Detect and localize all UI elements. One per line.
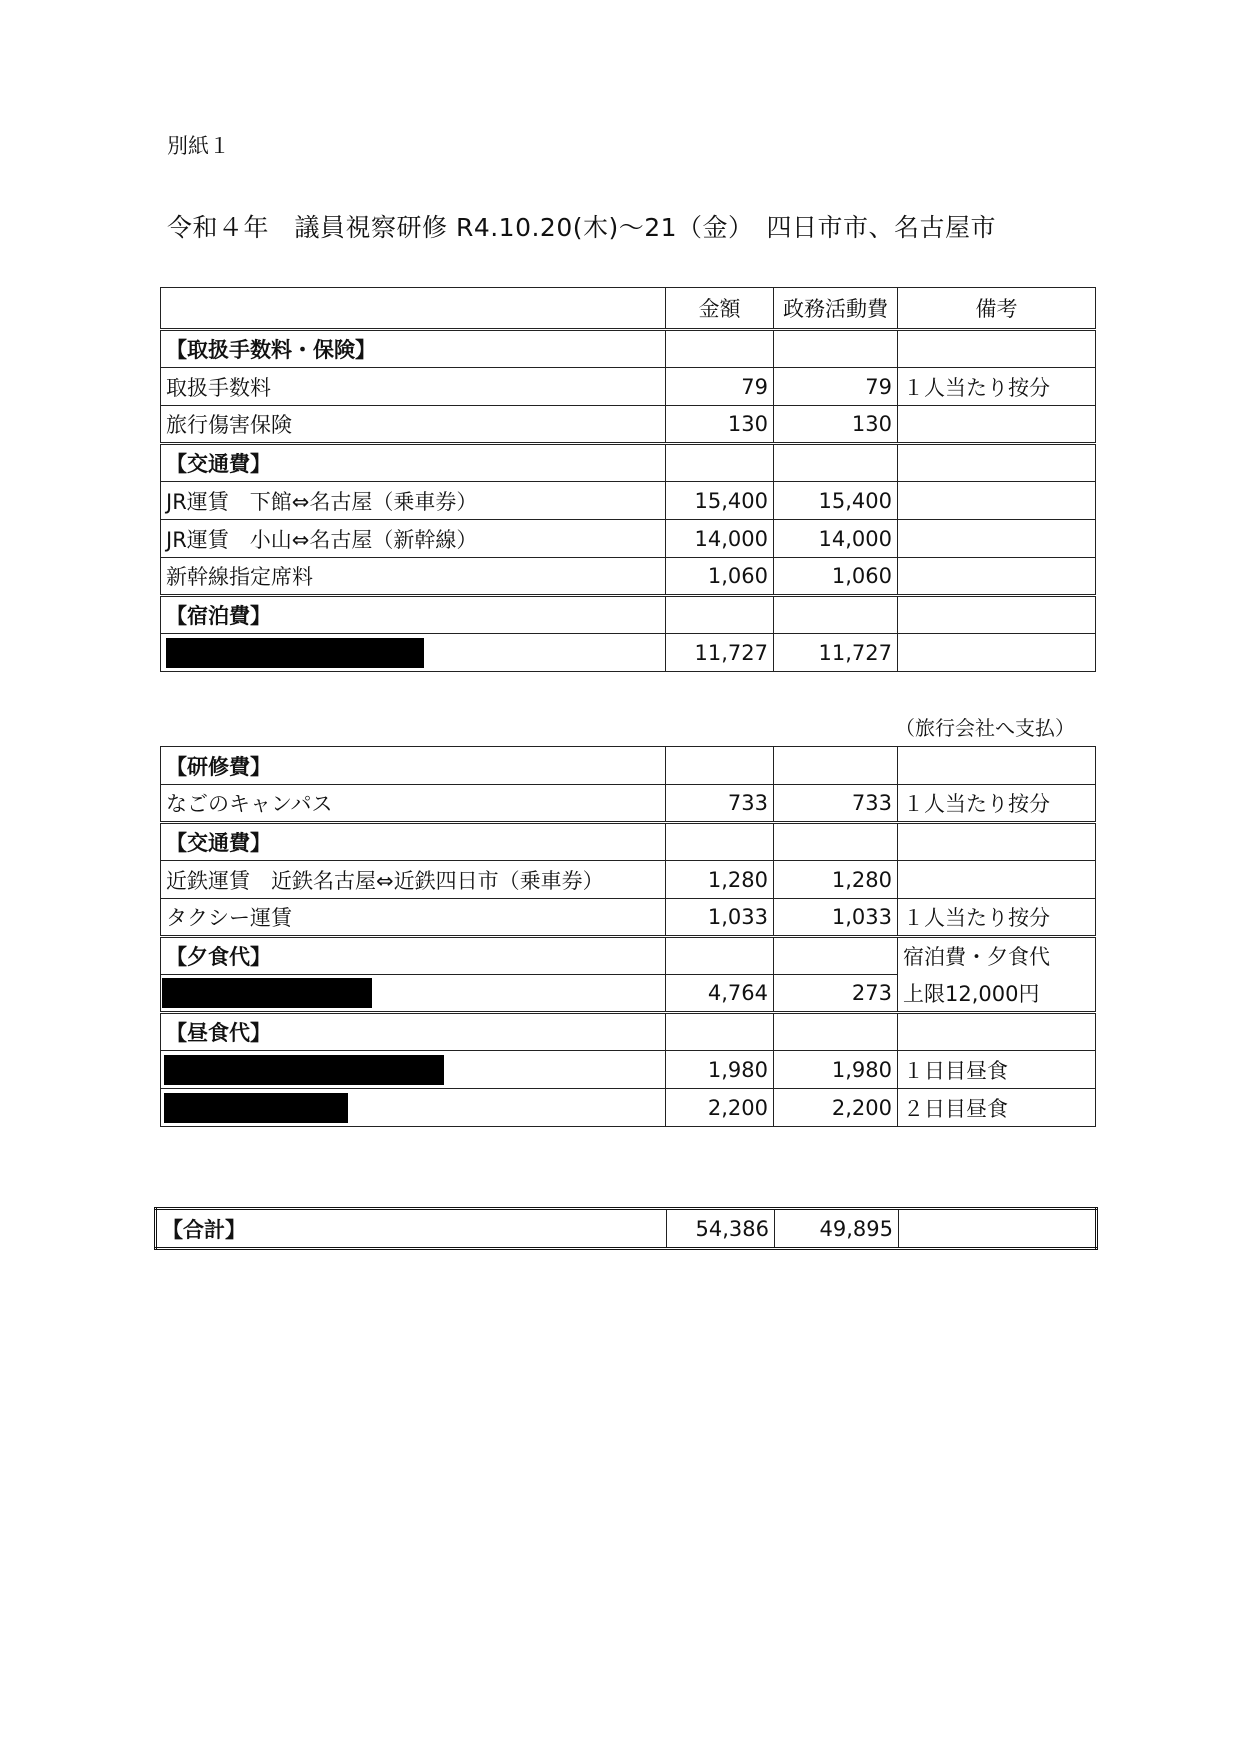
table-header-row — [161, 288, 1096, 330]
remarks-cell — [898, 558, 1096, 596]
political-cell: 1,033 — [774, 899, 898, 937]
table-row — [161, 520, 1096, 558]
table-row — [161, 899, 1096, 937]
section-label: 【昼食代】 — [161, 1013, 666, 1051]
remarks-cell: １人当たり按分 — [898, 785, 1096, 823]
table-row — [161, 482, 1096, 520]
total-amount: 54,386 — [667, 1209, 775, 1249]
item-cell — [161, 634, 666, 672]
political-cell: 1,980 — [774, 1051, 898, 1089]
section-label: 【交通費】 — [161, 823, 666, 861]
section-row — [161, 330, 1096, 368]
table-row — [161, 1089, 1096, 1127]
remarks-cell: ２日目昼食 — [898, 1089, 1096, 1127]
section-label: 【宿泊費】 — [161, 596, 666, 634]
section-row — [161, 937, 1096, 975]
amount-cell: 4,764 — [666, 975, 774, 1013]
remarks-cell: １人当たり按分 — [898, 899, 1096, 937]
amount-cell: 130 — [666, 406, 774, 444]
table-row — [161, 1051, 1096, 1089]
political-cell: 130 — [774, 406, 898, 444]
amount-cell: 11,727 — [666, 634, 774, 672]
table-row — [161, 975, 1096, 1013]
table-row — [161, 406, 1096, 444]
section-row — [161, 444, 1096, 482]
political-cell: 733 — [774, 785, 898, 823]
section-row — [161, 1013, 1096, 1051]
header-amount: 金額 — [666, 288, 774, 330]
section-label: 【取扱手数料・保険】 — [161, 330, 666, 368]
total-label: 【合計】 — [156, 1209, 667, 1249]
amount-cell: 2,200 — [666, 1089, 774, 1127]
expense-table-2 — [160, 746, 1096, 1127]
total-political: 49,895 — [775, 1209, 899, 1249]
amount-cell: 14,000 — [666, 520, 774, 558]
payment-note: （旅行会社へ支払） — [895, 716, 1075, 740]
item-cell: 取扱手数料 — [161, 368, 666, 406]
political-cell: 273 — [774, 975, 898, 1013]
total-table — [154, 1207, 1098, 1250]
remarks-cell: １人当たり按分 — [898, 368, 1096, 406]
remarks-cell — [898, 406, 1096, 444]
item-cell: 近鉄運賃 近鉄名古屋⇔近鉄四日市（乗車券） — [161, 861, 666, 899]
section-label: 【夕食代】 — [161, 937, 666, 975]
remarks-cell — [898, 520, 1096, 558]
amount-cell: 1,980 — [666, 1051, 774, 1089]
header-item — [161, 288, 666, 330]
political-cell: 1,060 — [774, 558, 898, 596]
political-cell: 2,200 — [774, 1089, 898, 1127]
attachment-label: 別紙１ — [167, 134, 230, 158]
table-row — [161, 634, 1096, 672]
amount-cell: 15,400 — [666, 482, 774, 520]
item-cell — [161, 1051, 666, 1089]
item-cell: JR運賃 下館⇔名古屋（乗車券） — [161, 482, 666, 520]
remarks-cell — [898, 482, 1096, 520]
section-row — [161, 596, 1096, 634]
remarks-cell — [898, 634, 1096, 672]
header-remarks: 備考 — [898, 288, 1096, 330]
section-row — [161, 747, 1096, 785]
redaction-bar — [164, 1093, 348, 1123]
amount-cell: 1,060 — [666, 558, 774, 596]
political-cell: 1,280 — [774, 861, 898, 899]
redaction-bar — [164, 1055, 444, 1085]
amount-cell: 1,033 — [666, 899, 774, 937]
total-row — [156, 1209, 1097, 1249]
remarks-cell: １日目昼食 — [898, 1051, 1096, 1089]
political-cell: 79 — [774, 368, 898, 406]
amount-cell: 733 — [666, 785, 774, 823]
political-cell: 14,000 — [774, 520, 898, 558]
header-political-funds: 政務活動費 — [774, 288, 898, 330]
expense-table-1 — [160, 287, 1096, 672]
amount-cell: 1,280 — [666, 861, 774, 899]
item-cell: 新幹線指定席料 — [161, 558, 666, 596]
item-cell — [161, 1089, 666, 1127]
remarks-cell: 上限12,000円 — [898, 975, 1096, 1013]
item-cell: なごのキャンパス — [161, 785, 666, 823]
item-cell: タクシー運賃 — [161, 899, 666, 937]
section-row — [161, 823, 1096, 861]
remarks-cell — [898, 861, 1096, 899]
political-cell: 11,727 — [774, 634, 898, 672]
table-row — [161, 785, 1096, 823]
table-row — [161, 861, 1096, 899]
section-label: 【交通費】 — [161, 444, 666, 482]
amount-cell: 79 — [666, 368, 774, 406]
item-cell: 旅行傷害保険 — [161, 406, 666, 444]
political-cell: 15,400 — [774, 482, 898, 520]
page-title: 令和４年 議員視察研修 R4.10.20(木)～21（金） 四日市市、名古屋市 — [167, 213, 997, 242]
redaction-bar — [162, 978, 372, 1008]
section-label: 【研修費】 — [161, 747, 666, 785]
total-remarks — [899, 1209, 1097, 1249]
remarks-cell: 宿泊費・夕食代 — [898, 937, 1096, 975]
table-row — [161, 558, 1096, 596]
item-cell — [161, 975, 666, 1013]
table-row — [161, 368, 1096, 406]
item-cell: JR運賃 小山⇔名古屋（新幹線） — [161, 520, 666, 558]
redaction-bar — [166, 638, 424, 668]
